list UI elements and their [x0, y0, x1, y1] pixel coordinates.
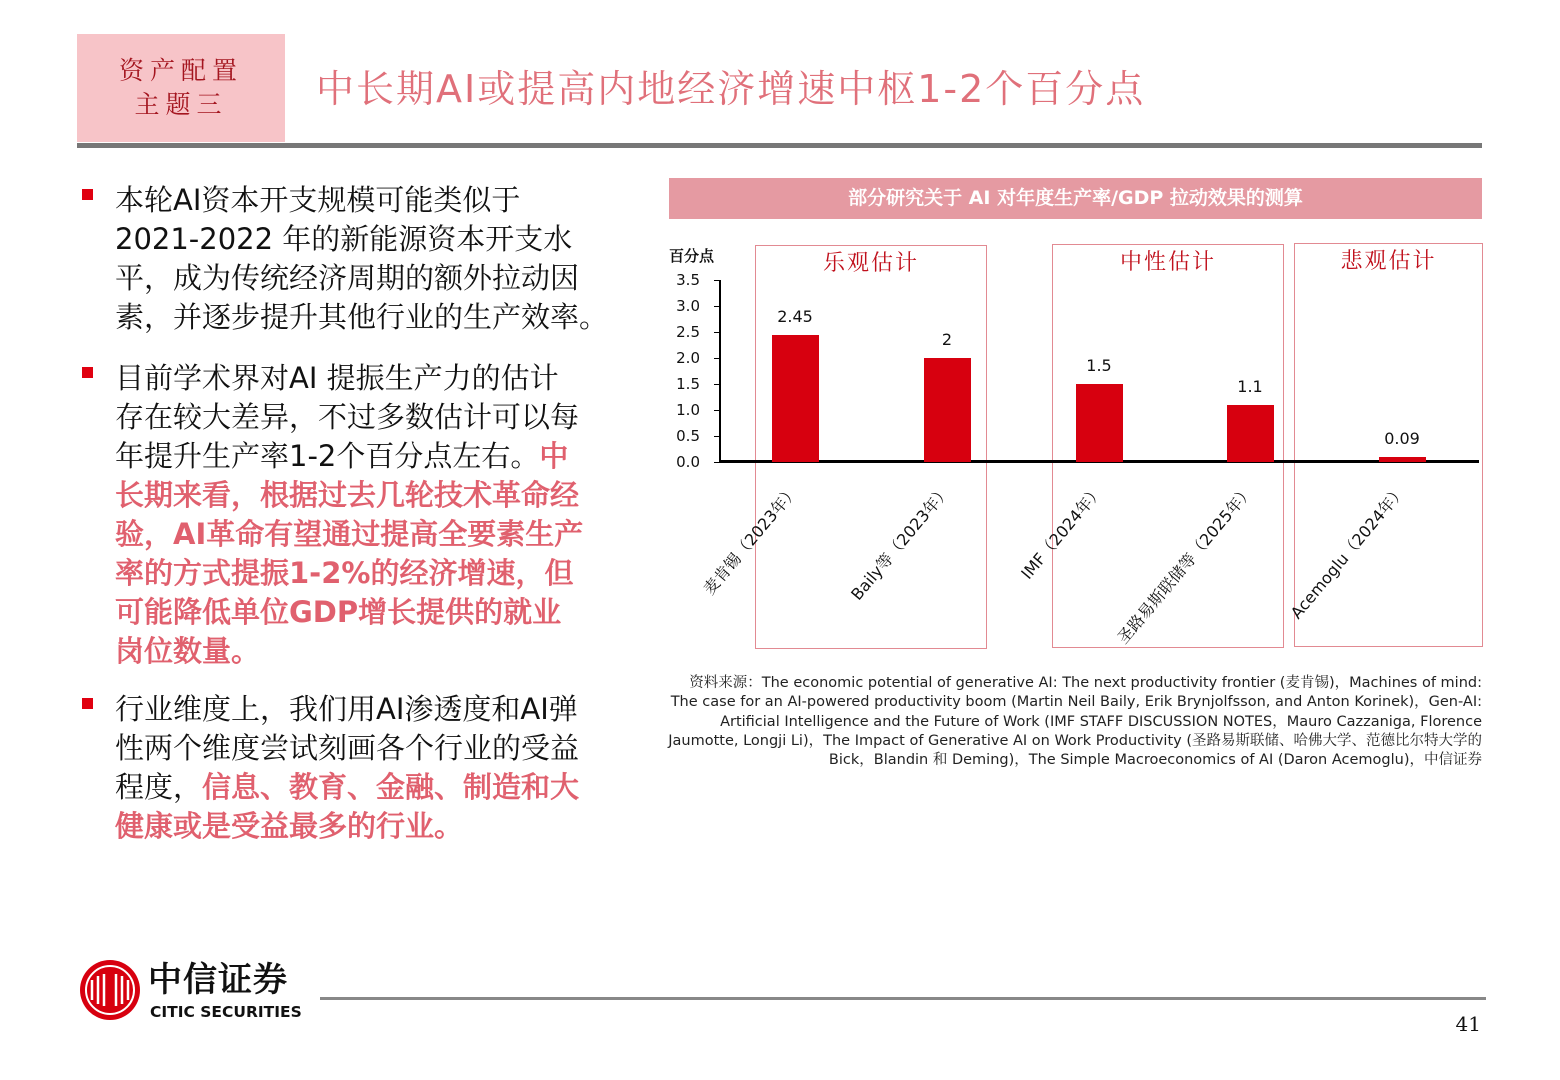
- y-tick-mark: [714, 462, 720, 463]
- y-tick-label: 3.5: [676, 271, 700, 289]
- chart-title: 部分研究关于 AI 对年度生产率/GDP 拉动效果的测算: [669, 178, 1482, 219]
- logo-text-cn: 中信证券: [148, 960, 288, 1000]
- x-tick-label: 圣路易斯联储等（2025年）: [1113, 481, 1258, 648]
- bar-value-label: 2: [941, 330, 953, 349]
- y-tick-label: 0.5: [676, 427, 700, 445]
- text-line: [115, 220, 625, 259]
- text-line: [115, 476, 625, 515]
- body-text: 素，并逐步提升其他行业的生产效率。: [115, 300, 609, 334]
- body-text: 2021-2022 年的新能源资本开支水: [115, 222, 573, 256]
- body-text: 性两个维度尝试刻画各个行业的受益: [115, 731, 580, 765]
- text-line: [115, 632, 625, 671]
- text-line: [115, 768, 625, 807]
- text-line: [115, 690, 625, 729]
- section-tag-line2: 主题三: [134, 90, 228, 119]
- text-line: [115, 359, 625, 398]
- text-line: [115, 398, 625, 437]
- title-divider: [77, 143, 1482, 148]
- bar-value-label: 1.5: [1086, 356, 1112, 375]
- paragraph-3: [115, 690, 625, 846]
- bar-value-label: 0.09: [1384, 429, 1420, 449]
- paragraph-1: [115, 181, 625, 337]
- y-tick-mark: [714, 280, 720, 281]
- highlight-text: 中: [539, 439, 569, 473]
- group-label: 乐观估计: [822, 251, 919, 276]
- y-tick-label: 2.0: [676, 349, 700, 367]
- body-text: 本轮AI资本开支规模可能类似于: [115, 183, 521, 217]
- bar-value-label: 2.45: [777, 306, 813, 326]
- logo-text-en: CITIC SECURITIES: [150, 1003, 302, 1021]
- bullet-icon: [82, 698, 93, 709]
- y-tick-label: 2.5: [676, 323, 700, 341]
- body-text: 平，成为传统经济周期的额外拉动因: [115, 261, 580, 295]
- x-tick-label: 麦肯锡（2023年）: [699, 481, 803, 599]
- highlight-text: 长期来看，根据过去几轮技术革命经: [115, 478, 580, 512]
- highlight-text: 岗位数量。: [115, 634, 261, 668]
- body-text: 目前学术界对AI 提振生产力的估计: [115, 361, 559, 395]
- bullet-icon: [82, 367, 93, 378]
- body-text: 存在较大差异，不过多数估计可以每: [115, 400, 580, 434]
- highlight-text: 率的方式提振1-2%的经济增速，但: [115, 556, 574, 590]
- page-title: 中长期AI或提高内地经济增速中枢1-2个百分点: [316, 67, 1146, 111]
- x-tick-label: IMF（2024年）: [1016, 481, 1107, 583]
- bullet-icon: [82, 189, 93, 200]
- bar-value-label: 1.1: [1237, 376, 1263, 396]
- text-line: [115, 729, 625, 768]
- text-line: [115, 181, 625, 220]
- paragraph-2: [115, 359, 625, 671]
- page-number: 41: [1455, 1012, 1481, 1036]
- section-tag-line1: 资产配置: [118, 56, 243, 85]
- section-tag: [77, 34, 285, 142]
- bar: [1076, 384, 1123, 462]
- y-tick-label: 1.5: [676, 375, 700, 393]
- text-line: [115, 554, 625, 593]
- highlight-text: 健康或是受益最多的行业。: [115, 809, 464, 843]
- y-tick-mark: [714, 358, 720, 359]
- highlight-text: 可能降低单位GDP增长提供的就业: [115, 595, 562, 629]
- group-label: 悲观估计: [1340, 249, 1437, 274]
- text-line: [115, 259, 625, 298]
- y-tick-mark: [714, 436, 720, 437]
- y-tick-label: 1.0: [676, 401, 700, 419]
- bar: [1379, 457, 1426, 462]
- text-line: [115, 298, 625, 337]
- group-label: 中性估计: [1119, 250, 1216, 275]
- body-text: 行业维度上，我们用AI渗透度和AI弹: [115, 692, 578, 726]
- body-text: 年提升生产率1-2个百分点左右。: [115, 439, 540, 473]
- y-tick-label: 0.0: [676, 453, 700, 471]
- bar: [772, 335, 819, 462]
- text-line: [115, 437, 625, 476]
- body-text: 程度，: [115, 770, 203, 804]
- y-tick-mark: [714, 384, 720, 385]
- highlight-text: 信息、教育、金融、制造和大: [202, 770, 580, 804]
- text-line: [115, 515, 625, 554]
- bar: [924, 358, 971, 462]
- source-note: 资料来源：The economic potential of generative AI: The next productivity frontier (麦肯锡)，Machines of mind: The case for an AI-powered productivity boom (Martin Neil Baily, Erik Brynjolfsson, and Anton Korinek)，Gen-AI: Artificial Intelligence and the Future of Work (IMF STAFF DISCUSSION NOTES，Mauro Cazzaniga, Florence Jaumotte, Longji Li)，The Impact of Generative AI on Work Productivity (圣路易斯联储、哈佛大学、范德比尔特大学的 Bick，Blandin 和 Deming)，The Simple Macroeconomics of AI (Daron Acemoglu)，中信证券: [668, 675, 1482, 769]
- x-tick-label: Acemoglu（2024年）: [1286, 481, 1410, 623]
- y-tick-mark: [714, 332, 720, 333]
- y-tick-mark: [714, 410, 720, 411]
- y-axis-label: 百分点: [669, 247, 715, 265]
- x-tick-label: Baily等（2023年）: [847, 481, 955, 604]
- y-tick-mark: [714, 306, 720, 307]
- citic-logo-icon: [78, 958, 142, 1022]
- bar: [1227, 405, 1274, 462]
- text-line: [115, 807, 625, 846]
- highlight-text: 验，AI革命有望通过提高全要素生产: [115, 517, 584, 551]
- text-line: [115, 593, 625, 632]
- footer-divider: [320, 997, 1486, 1000]
- y-tick-label: 3.0: [676, 297, 700, 315]
